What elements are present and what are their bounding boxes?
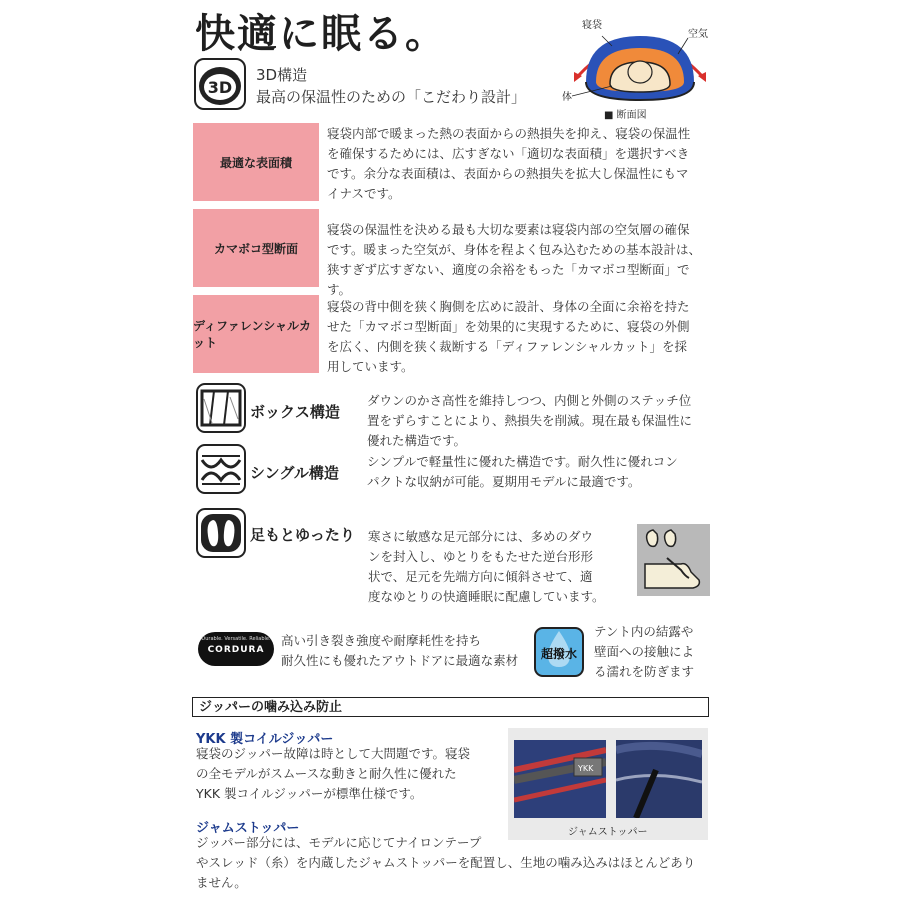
diagram-caption: ■ 断面図 bbox=[604, 110, 647, 121]
feature-label-kamaboko: カマボコ型断面 bbox=[193, 209, 319, 287]
single-structure-text: シンプルで軽量性に優れた構造です。耐久性に優れコン パクトな収納が可能。夏期用モデルに最適です。 bbox=[367, 454, 678, 489]
ykk-title: YKK 製コイルジッパー bbox=[196, 732, 334, 747]
3d-icon-label: 3D bbox=[207, 78, 233, 97]
cordura-logo: Durable. Versatile. Reliable. CORDURA bbox=[198, 632, 274, 666]
zipper-photo-1 bbox=[514, 740, 606, 818]
zipper-photo-panel bbox=[508, 728, 708, 840]
cross-section-diagram bbox=[560, 14, 720, 124]
feature-label-surface: 最適な表面積 bbox=[193, 123, 319, 201]
feature-text-surface: 寝袋内部で暖まった熱の表面からの熱損失を抑え、寝袋の保温性 を確保するためには、広すぎない「適切な表面積」を選択すべき です。余分な表面積は、表面からの熱損失を拡大し保温性にもマ イナスです。 bbox=[327, 126, 691, 201]
zipper-section-heading: ジッパーの噛み込み防止 bbox=[192, 697, 709, 717]
ykk-text: 寝袋のジッパー故障は時として大問題です。寝袋 の全モデルがスムースな動きと耐久性に優れた YKK 製コイルジッパーが標準仕様です。 bbox=[196, 746, 471, 801]
jam-stopper-title: ジャムストッパー bbox=[196, 821, 300, 836]
subtitle-3d: 3D構造 bbox=[256, 66, 308, 84]
diagram-label-bag: 寝袋 bbox=[582, 20, 602, 31]
single-structure-label: シングル構造 bbox=[250, 464, 339, 482]
single-structure-icon bbox=[196, 444, 246, 494]
feature-text-differential: 寝袋の背中側を狭く胸側を広めに設計、身体の全面に余裕を持た せた「カマボコ型断面」を効果的に実現するために、寝袋の外側 を広く、内側を狭く裁断する「ディファレンシャルカット」を採 用しています。 bbox=[327, 299, 690, 374]
page-title: 快適に眠る。 bbox=[195, 11, 447, 57]
subtitle-design: 最高の保温性のための「こだわり設計」 bbox=[256, 88, 527, 106]
diagram-label-air: 空気 bbox=[688, 29, 708, 40]
box-structure-icon bbox=[196, 383, 246, 433]
diagram-label-body: 体 bbox=[562, 92, 572, 103]
feature-text-kamaboko: 寝袋の保温性を決める最も大切な要素は寝袋内部の空気層の確保 です。暖まった空気が、身体を程よく包み込むための基本設計は、 狭すぎず広すぎない、適度の余裕をもった「カマボコ型断面」です。 bbox=[327, 222, 702, 297]
jam-stopper-photo-caption: ジャムストッパー bbox=[566, 823, 650, 838]
3d-structure-icon bbox=[194, 58, 246, 110]
foot-room-label: 足もとゆったり bbox=[250, 526, 355, 544]
foot-room-icon bbox=[196, 508, 246, 558]
foot-room-text: 寒さに敏感な足元部分には、多めのダウ ンを封入し、ゆとりをもたせた逆台形形 状で、足元を先端方向に傾斜させて、適 度なゆとりの快適睡眠に配慮しています。 bbox=[368, 529, 605, 604]
cordura-text: 高い引き裂き強度や耐摩耗性を持ち 耐久性にも優れたアウトドアに最適な素材 bbox=[281, 633, 519, 668]
zipper-photo-2 bbox=[616, 740, 702, 818]
feature-label-differential: ディファレンシャルカット bbox=[193, 295, 319, 373]
foot-section-image bbox=[637, 524, 710, 596]
head-shape bbox=[628, 61, 652, 83]
water-repellent-badge: 超撥水 bbox=[540, 647, 577, 661]
box-structure-label: ボックス構造 bbox=[250, 403, 340, 421]
box-structure-text: ダウンのかさ高性を維持しつつ、内側と外側のステッチ位 置をずらすことにより、熱損失を削減。現在最も保温性に 優れた構造です。 bbox=[367, 393, 693, 448]
zipper-slider-label: YKK bbox=[578, 764, 594, 773]
jam-stopper-text: ジッパー部分には、モデルに応じてナイロンテープ やスレッド（糸）を内蔵したジャムストッパーを配置し、生地の噛み込みはほとんどあり ません。 bbox=[196, 835, 696, 890]
water-repellent-text: テント内の結露や 壁面への接触によ る濡れを防ぎます bbox=[594, 624, 695, 679]
